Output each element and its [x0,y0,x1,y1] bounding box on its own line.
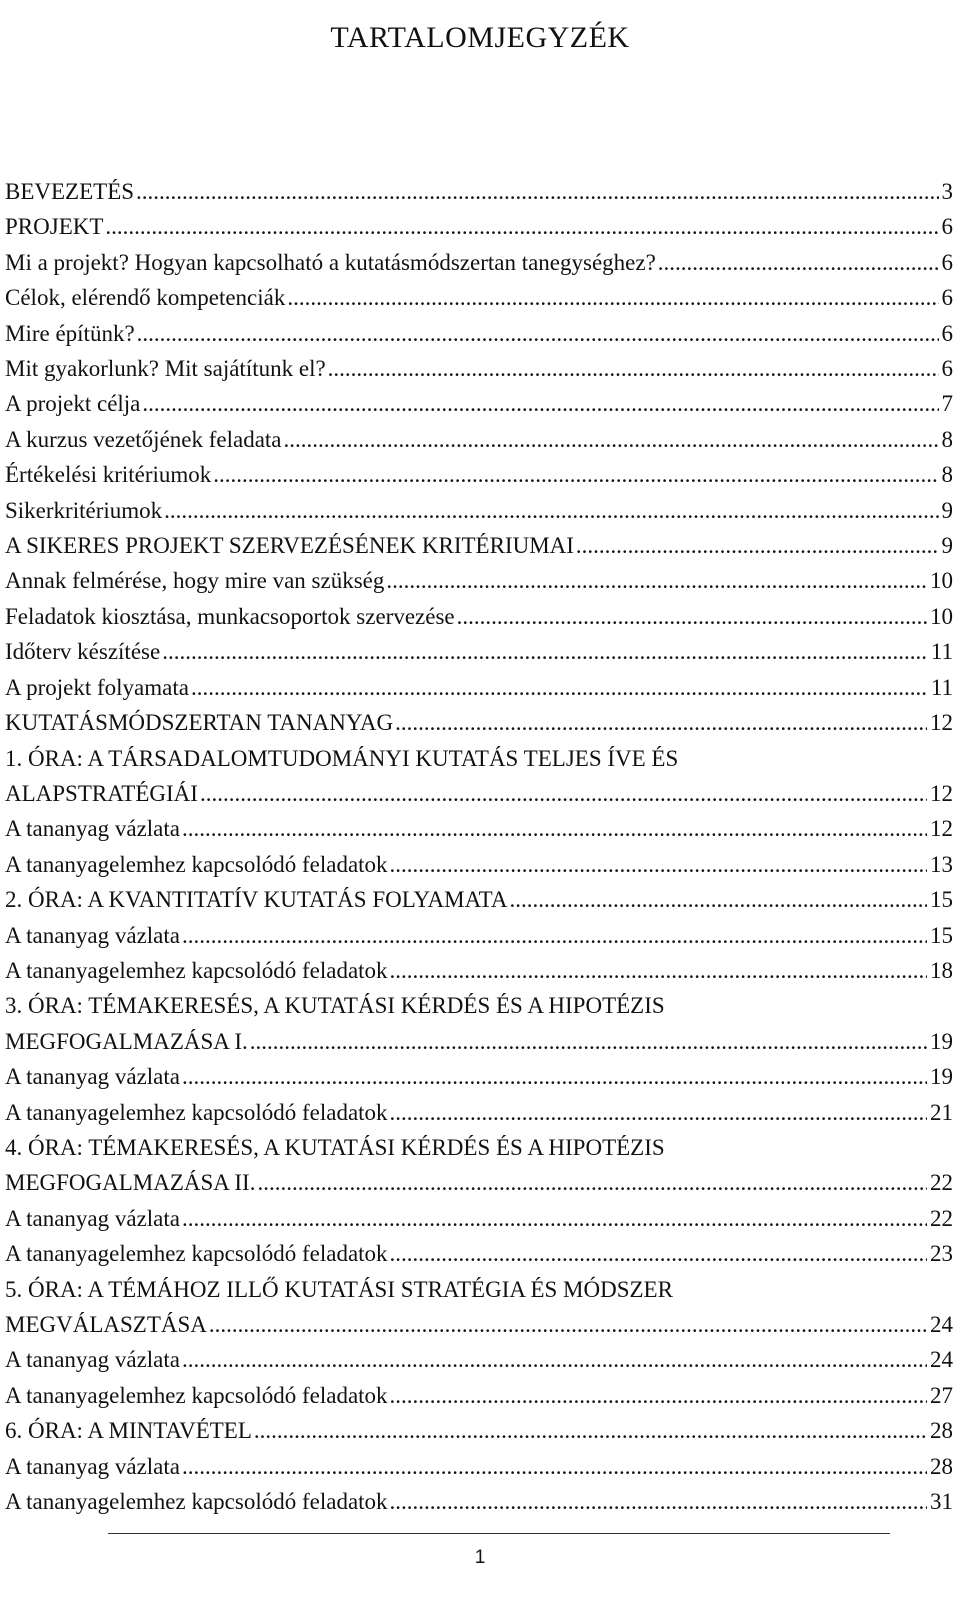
toc-page-number: 28 [930,1418,953,1444]
dot-leader [390,953,927,988]
toc-entry-title: A kurzus vezetőjének feladata [5,426,282,452]
toc-entry[interactable] [5,174,953,209]
toc-entry[interactable] [5,705,953,740]
toc-entry-title: 2. ÓRA: A KVANTITATÍV KUTATÁS FOLYAMATA [5,887,508,913]
toc-entry[interactable] [5,1484,953,1519]
toc-entry-title: ALAPSTRATÉGIÁI [5,780,198,806]
dot-leader [509,882,927,917]
toc-page-number: 12 [930,710,953,736]
toc-entry-title: A tananyagelemhez kapcsolódó feladatok [5,1382,388,1408]
toc-entry-title: KUTATÁSMÓDSZERTAN TANANYAG [5,710,394,736]
toc-entry-title: MEGFOGALMAZÁSA I. [5,1028,248,1054]
toc-entry-title: A tananyagelemhez kapcsolódó feladatok [5,1099,388,1125]
toc-entry-title: 5. ÓRA: A TÉMÁHOZ ILLŐ KUTATÁSI STRATÉGIA ÉS MÓDSZER [5,1276,673,1302]
toc-entry-title: 1. ÓRA: A TÁRSADALOMTUDOMÁNYI KUTATÁS TELJES ÍVE ÉS [5,745,679,771]
toc-entry[interactable] [5,457,953,492]
toc-entry-title: Időterv készítése [5,639,161,665]
toc-page-number: 6 [941,356,953,382]
toc-page-number: 15 [930,887,953,913]
dot-leader [213,457,938,492]
toc-page-number: 12 [930,780,953,806]
toc-entry-title: PROJEKT [5,214,104,240]
toc-entry-title: A tananyagelemhez kapcsolódó feladatok [5,851,388,877]
toc-entry-title: Annak felmérése, hogy mire van szükség [5,568,385,594]
table-of-contents [5,174,953,1519]
toc-page-number: 12 [930,816,953,842]
toc-entry[interactable] [5,1236,953,1271]
toc-entry[interactable] [5,1272,953,1343]
toc-entry[interactable] [5,493,953,528]
toc-entry[interactable] [5,811,953,846]
toc-page-number: 6 [941,214,953,240]
toc-entry[interactable] [5,741,953,812]
dot-leader [390,847,927,882]
toc-page-number: 7 [941,391,953,417]
toc-page-number: 10 [930,603,953,629]
toc-entry-title: Feladatok kiosztása, munkacsoportok szervezése [5,603,455,629]
toc-entry[interactable] [5,528,953,563]
dot-leader [209,1307,927,1342]
toc-entry[interactable] [5,953,953,988]
dot-leader [328,351,939,386]
toc-page-number: 15 [930,922,953,948]
toc-entry-continuation [5,1165,953,1200]
dot-leader [182,1059,927,1094]
toc-entry-title: 3. ÓRA: TÉMAKERESÉS, A KUTATÁSI KÉRDÉS ÉS A HIPOTÉZIS [5,993,665,1019]
toc-page-number: 3 [941,179,953,204]
toc-page-number: 24 [930,1312,953,1337]
toc-page-number: 6 [941,249,953,275]
toc-entry-title: A tananyag vázlata [5,816,180,842]
toc-entry[interactable] [5,422,953,457]
toc-entry-title: A projekt célja [5,391,141,417]
toc-entry-title: MEGFOGALMAZÁSA II. [5,1170,256,1196]
dot-leader [457,599,927,634]
dot-leader [395,705,927,740]
toc-entry-title: 6. ÓRA: A MINTAVÉTEL [5,1418,252,1444]
dot-leader [658,245,939,280]
toc-entry-title: A tananyag vázlata [5,1064,180,1090]
toc-entry[interactable] [5,1130,953,1201]
toc-entry-title: MEGVÁLASZTÁSA [5,1312,207,1337]
toc-entry-title: 4. ÓRA: TÉMAKERESÉS, A KUTATÁSI KÉRDÉS ÉS A HIPOTÉZIS [5,1134,665,1160]
dot-leader [287,280,938,315]
toc-page-number: 22 [930,1205,953,1231]
dot-leader [137,316,939,351]
dot-leader [182,1449,927,1484]
toc-page-number: 19 [930,1064,953,1090]
toc-entry[interactable] [5,918,953,953]
dot-leader [390,1095,927,1130]
toc-entry[interactable] [5,316,953,351]
dot-leader [182,1342,927,1377]
toc-page-number: 24 [930,1347,953,1373]
dot-leader [254,1413,927,1448]
toc-entry-title: BEVEZETÉS [5,179,135,204]
toc-entry[interactable] [5,847,953,882]
toc-entry[interactable] [5,386,953,421]
dot-leader [191,670,928,705]
toc-page-number: 6 [941,320,953,346]
toc-entry[interactable] [5,634,953,669]
toc-entry[interactable] [5,209,953,244]
toc-page-number: 11 [930,674,953,700]
toc-entry-continuation [5,1024,953,1059]
toc-page-number: 19 [930,1028,953,1054]
toc-entry[interactable] [5,1342,953,1377]
toc-entry-title: A projekt folyamata [5,674,189,700]
toc-page-number: 11 [930,639,953,665]
dot-leader [284,422,939,457]
toc-page-number: 9 [941,533,953,559]
toc-entry-title: Célok, elérendő kompetenciák [5,285,286,311]
toc-page-number: 13 [930,851,953,877]
toc-page-number: 28 [930,1453,953,1479]
toc-entry-title: A tananyag vázlata [5,922,180,948]
footer-page-number: 1 [474,1547,486,1568]
toc-entry-title: A tananyagelemhez kapcsolódó feladatok [5,1489,388,1515]
dot-leader [386,563,927,598]
dot-leader [182,811,927,846]
toc-page-number: 8 [941,462,953,488]
toc-entry[interactable] [5,351,953,386]
dot-leader [142,386,938,421]
toc-entry-title: Értékelési kritériumok [5,462,212,488]
toc-entry[interactable] [5,1059,953,1094]
toc-page-number: 10 [930,568,953,594]
toc-entry-title: A tananyag vázlata [5,1453,180,1479]
toc-page-number: 23 [930,1241,953,1267]
toc-entry[interactable] [5,563,953,598]
toc-entry-title: Mit gyakorlunk? Mit sajátítunk el? [5,356,326,382]
dot-leader [162,634,928,669]
toc-entry-title: Mire építünk? [5,320,135,346]
toc-entry-title: A tananyag vázlata [5,1347,180,1373]
toc-page-number: 22 [930,1170,953,1196]
toc-entry-title: A SIKERES PROJEKT SZERVEZÉSÉNEK KRITÉRIUMAI [5,533,574,559]
toc-entry[interactable] [5,1201,953,1236]
toc-entry[interactable] [5,988,953,1059]
toc-page-number: 9 [941,497,953,523]
dot-leader [182,1201,927,1236]
toc-page-number: 6 [941,285,953,311]
dot-leader [136,174,938,209]
toc-entry-title: Sikerkritériumok [5,497,163,523]
footer-divider [108,1533,890,1534]
toc-entry-title: A tananyagelemhez kapcsolódó feladatok [5,957,388,983]
toc-entry-continuation [5,776,953,811]
dot-leader [250,1024,927,1059]
toc-entry[interactable] [5,280,953,315]
dot-leader [390,1378,927,1413]
toc-entry[interactable] [5,245,953,280]
toc-entry-title: A tananyag vázlata [5,1205,180,1231]
toc-entry-title: A tananyagelemhez kapcsolódó feladatok [5,1241,388,1267]
toc-page-number: 8 [941,426,953,452]
toc-page-number: 18 [930,957,953,983]
toc-entry[interactable] [5,882,953,917]
toc-entry[interactable] [5,1378,953,1413]
dot-leader [164,493,938,528]
dot-leader [390,1236,927,1271]
toc-entry-title: Mi a projekt? Hogyan kapcsolható a kutatásmódszertan tanegységhez? [5,249,656,275]
dot-leader [576,528,939,563]
toc-entry[interactable] [5,1449,953,1484]
dot-leader [200,776,927,811]
toc-page-number: 31 [930,1489,953,1515]
dot-leader [257,1165,927,1200]
dot-leader [390,1484,927,1519]
toc-entry[interactable] [5,1413,953,1448]
toc-page-number: 21 [930,1099,953,1125]
toc-page-number: 27 [930,1382,953,1408]
page-title: TARTALOMJEGYZÉK [330,21,630,55]
dot-leader [105,209,938,244]
toc-entry[interactable] [5,1095,953,1130]
toc-entry-continuation [5,1307,953,1342]
toc-entry[interactable] [5,670,953,705]
toc-entry[interactable] [5,599,953,634]
dot-leader [182,918,927,953]
